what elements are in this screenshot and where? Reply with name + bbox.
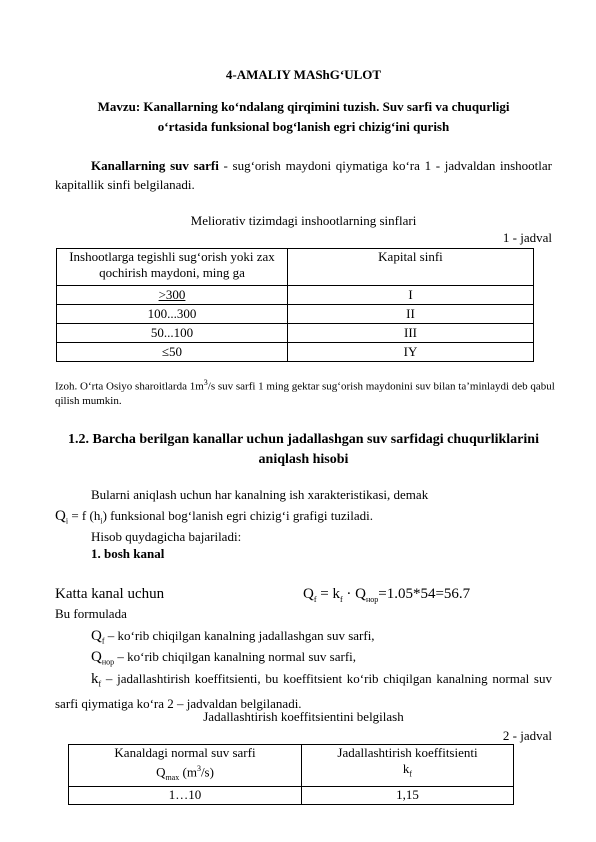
table1-label: 1 - jadval bbox=[502, 230, 552, 245]
table2-header-row bbox=[69, 745, 514, 787]
page-title: 4-AMALIY MAShG‘ULOT bbox=[225, 67, 382, 82]
table-row bbox=[57, 286, 534, 305]
para-line-3: Hisob quydagicha bajariladi: bbox=[91, 529, 242, 544]
intro-paragraph bbox=[55, 156, 552, 194]
legend-line-2: $Q_{нор}$ – ko‘rib chiqilgan kanalning normal suv sarfi, bbox=[91, 649, 357, 667]
table2-header-flow: Kanaldagi normal suv sarfi $Q_{max}$ $(m^3/s)$ bbox=[69, 745, 302, 787]
table1-cell-area: 100...300 bbox=[57, 305, 288, 324]
table1-cell-area: 50...100 bbox=[57, 324, 288, 343]
table1-cell-class: II bbox=[288, 305, 534, 324]
table-row bbox=[69, 786, 514, 804]
legend-intro: Bu formulada bbox=[55, 606, 127, 621]
table-row bbox=[57, 324, 534, 343]
note: Izoh. O‘rta Osiyo sharoitlarda $1m^3/s$ suv sarfi 1 ming gektar sug‘orish maydonini suv bilan ta’minlaydi deb qabul qilish mumkin. bbox=[55, 378, 555, 407]
para-line-1: Bularni aniqlash uchun har kanalning ish xarakteristikasi, demak bbox=[91, 487, 429, 502]
section-heading-line-1: 1.2. Barcha berilgan kanallar uchun jadallashgan suv sarfidagi chuqurliklarini bbox=[68, 432, 539, 447]
table2-caption: Jadallashtirish koeffitsientini belgilash bbox=[203, 709, 404, 724]
table1-header-area: Inshootlarga tegishli sug‘orish yoki zax qochirish maydoni, ming ga bbox=[57, 249, 288, 286]
capital-class-table bbox=[56, 248, 534, 362]
intensification-table bbox=[68, 744, 514, 805]
intro-bold: Kanallarning suv sarfi bbox=[91, 158, 219, 173]
legend-line-1: $Q_f$ – ko‘rib chiqilgan kanalning jadallashgan suv sarfi, bbox=[91, 628, 375, 646]
intro-text: - sug‘orish maydoni qiymatiga ko‘ra 1 - jadvaldan inshootlar kapitallik sinfi belgilanadi. bbox=[55, 158, 553, 192]
topic-line-2: o‘rtasida funksional bog‘lanish egri chizig‘ini qurish bbox=[157, 119, 450, 134]
table1-header-class: Kapital sinfi bbox=[288, 249, 534, 286]
table2-label: 2 - jadval bbox=[502, 728, 552, 743]
table1-cell-area: ≤50 bbox=[57, 343, 288, 362]
table2-cell-flow: 1…10 bbox=[69, 786, 302, 804]
para-line-2: $Q_i = f$ $(h_i)$ funksional bog‘lanish egri chizig‘i grafigi tuziladi. bbox=[55, 508, 373, 526]
para-line-4: 1. bosh kanal bbox=[91, 546, 165, 561]
table2-header-coef: Jadallashtirish koeffitsienti $k_f$ bbox=[302, 745, 514, 787]
table2-cell-coef: 1,15 bbox=[302, 786, 514, 804]
section-heading-line-2: aniqlash hisobi bbox=[258, 452, 349, 467]
topic-line-1: Mavzu: Kanallarning ko‘ndalang qirqimini tuzish. Suv sarfi va chuqurligi bbox=[97, 99, 510, 114]
table1-header-row bbox=[57, 249, 534, 286]
formula: $Q_f = k_f \cdot Q_{нор}=1.05*54=56.7$ bbox=[303, 586, 471, 604]
table1-cell-class: IY bbox=[288, 343, 534, 362]
formula-label: Katta kanal uchun bbox=[55, 586, 165, 602]
table1-cell-class: III bbox=[288, 324, 534, 343]
table1-cell-area: >300 bbox=[57, 286, 288, 305]
table-row bbox=[57, 343, 534, 362]
table1-caption: Meliorativ tizimdagi inshootlarning sinflari bbox=[190, 213, 417, 228]
legend-line-3: $k_f$ – jadallashtirish koeffitsienti, bu koeffitsient ko‘rib chiqilgan kanalning normal suv sarfi qiymatiga ko‘ra 2 – jadvaldan belgilanadi. bbox=[55, 671, 552, 711]
table-row bbox=[57, 305, 534, 324]
table1-cell-class: I bbox=[288, 286, 534, 305]
